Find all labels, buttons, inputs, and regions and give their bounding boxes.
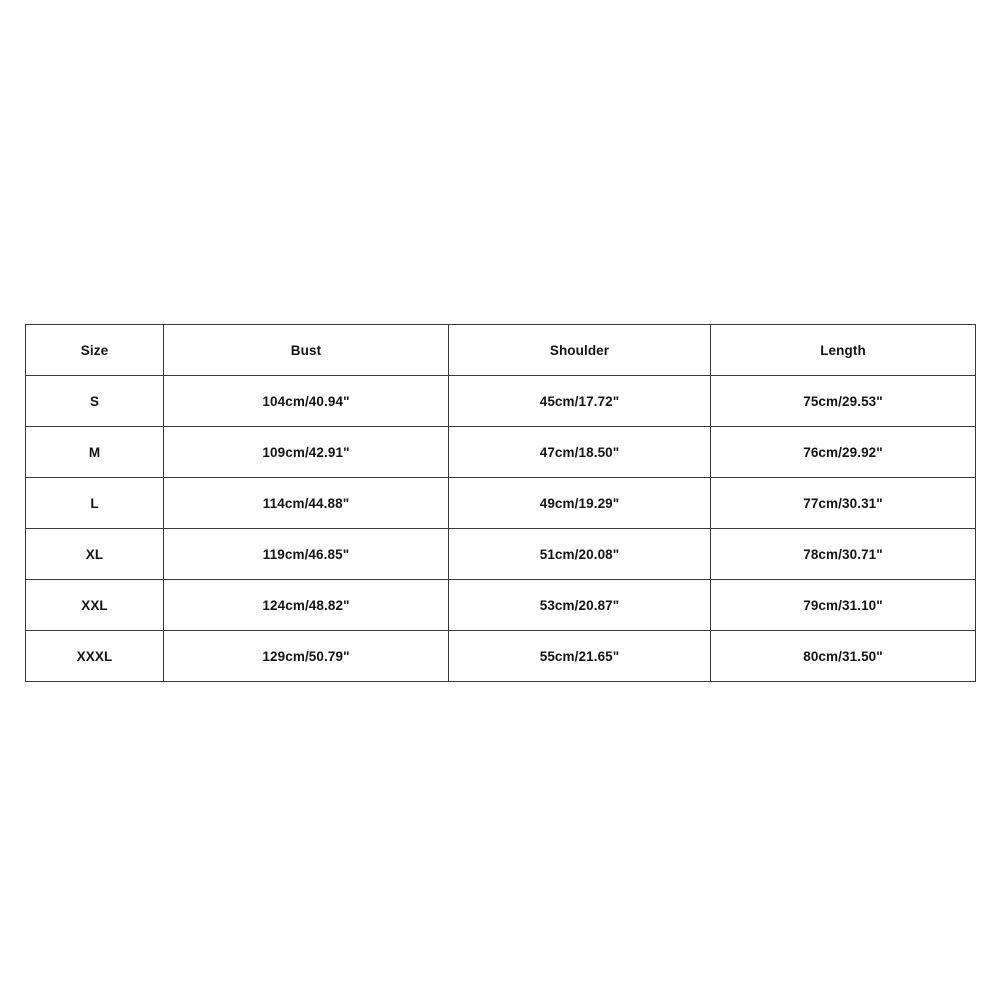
cell-size: L (26, 478, 164, 529)
cell-bust: 124cm/48.82" (164, 580, 449, 631)
table-row (26, 631, 976, 682)
column-header-shoulder: Shoulder (449, 325, 711, 376)
size-chart-header (26, 325, 976, 376)
size-chart-container (25, 324, 975, 682)
cell-shoulder: 51cm/20.08" (449, 529, 711, 580)
cell-bust: 104cm/40.94" (164, 376, 449, 427)
column-header-bust: Bust (164, 325, 449, 376)
cell-shoulder: 47cm/18.50" (449, 427, 711, 478)
table-row (26, 580, 976, 631)
cell-size: XXL (26, 580, 164, 631)
column-header-size: Size (26, 325, 164, 376)
cell-bust: 114cm/44.88" (164, 478, 449, 529)
cell-shoulder: 45cm/17.72" (449, 376, 711, 427)
table-row (26, 478, 976, 529)
table-row (26, 529, 976, 580)
cell-bust: 119cm/46.85" (164, 529, 449, 580)
cell-shoulder: 53cm/20.87" (449, 580, 711, 631)
cell-shoulder: 55cm/21.65" (449, 631, 711, 682)
table-header-row (26, 325, 976, 376)
cell-length: 76cm/29.92" (711, 427, 976, 478)
column-header-length: Length (711, 325, 976, 376)
cell-length: 78cm/30.71" (711, 529, 976, 580)
cell-length: 75cm/29.53" (711, 376, 976, 427)
cell-size: M (26, 427, 164, 478)
size-chart-body (26, 376, 976, 682)
cell-bust: 109cm/42.91" (164, 427, 449, 478)
cell-length: 77cm/30.31" (711, 478, 976, 529)
cell-size: XL (26, 529, 164, 580)
size-chart-table (25, 324, 976, 682)
table-row (26, 376, 976, 427)
cell-bust: 129cm/50.79" (164, 631, 449, 682)
cell-size: XXXL (26, 631, 164, 682)
cell-length: 80cm/31.50" (711, 631, 976, 682)
cell-shoulder: 49cm/19.29" (449, 478, 711, 529)
cell-length: 79cm/31.10" (711, 580, 976, 631)
cell-size: S (26, 376, 164, 427)
table-row (26, 427, 976, 478)
